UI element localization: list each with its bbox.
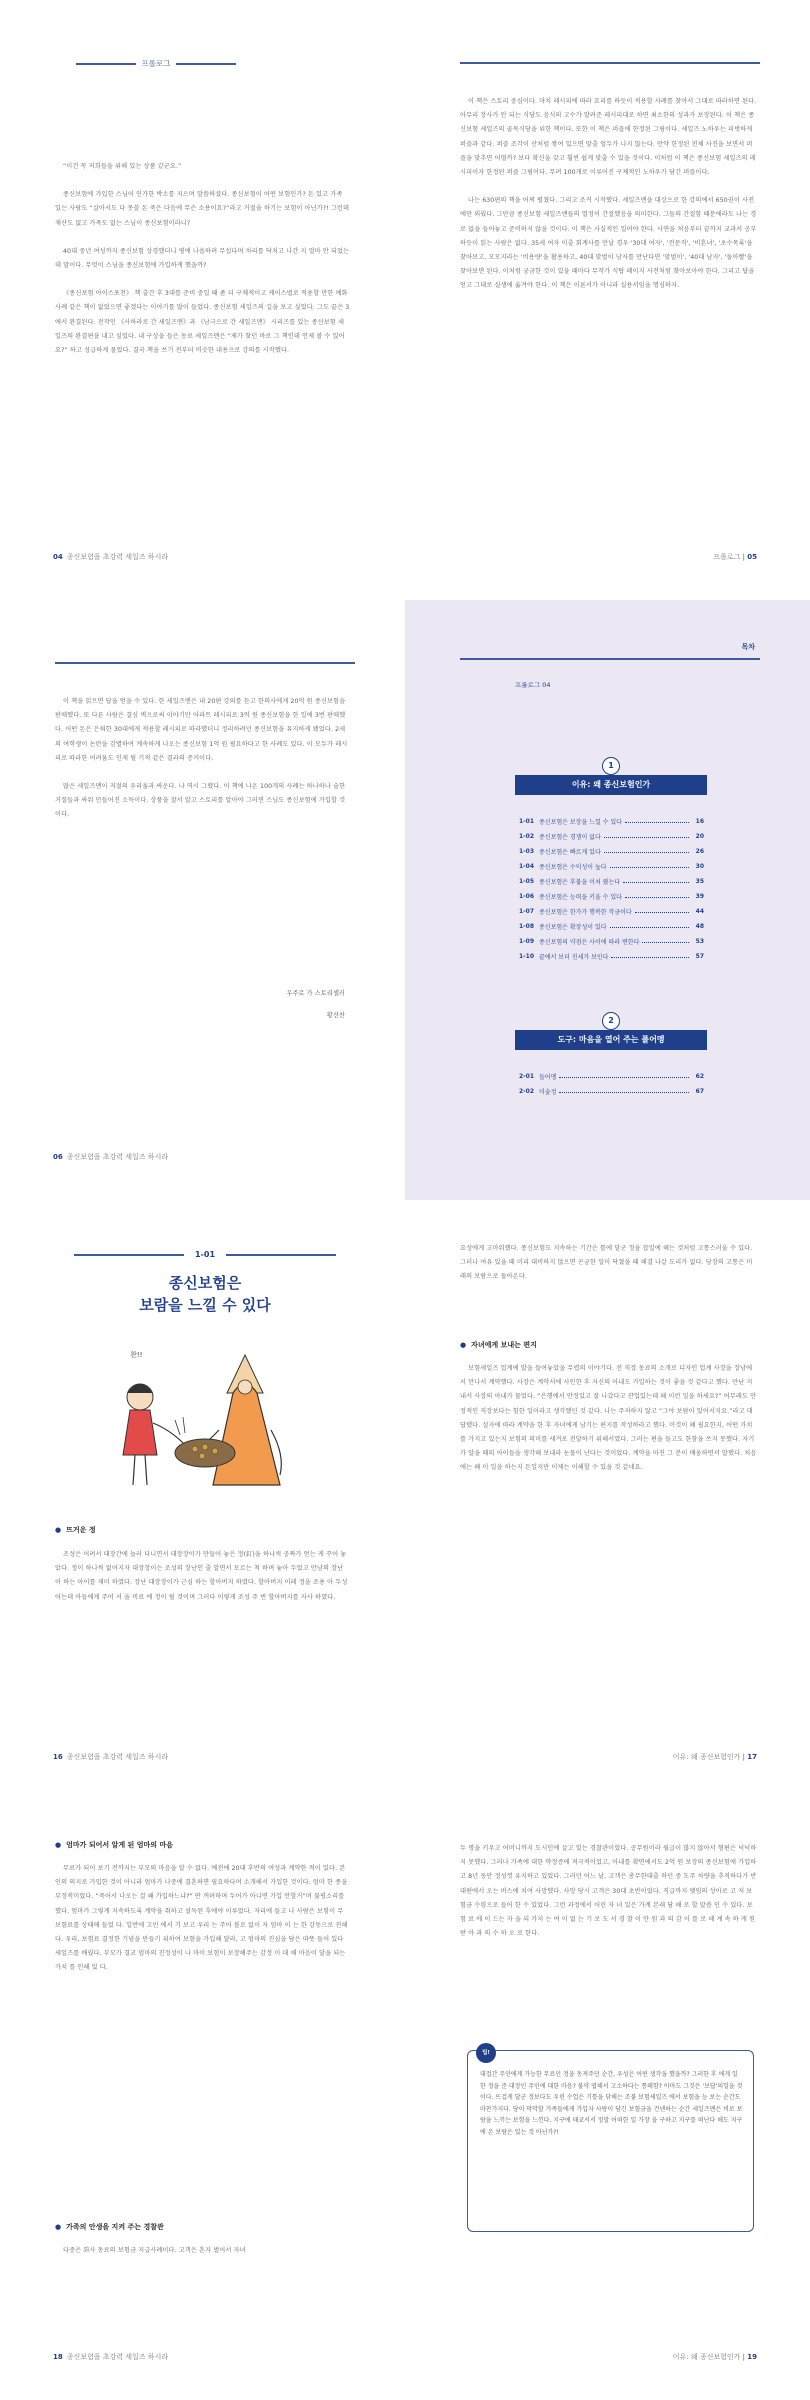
paragraph: 보험세일즈 업계에 발을 들여놓았을 무렵의 이야기다. 전 직장 동료의 소개로 디자인 업계 사장을 장남에서 만나서 계약했다. 사장은 계약서에 사인한 후 자신의 아내도 가입하는 것이 좋을 것 같다고 했다. 만난 지내서 사장의 아내가 물었다. “은행에서 안정있고 잘 나갔다고 잔업있는데 왜 이런 일을 하세요?” 어무래도 안정적인 직장보다는 힘한 일이라고 생각했던 것 같다. 나는 주저하지 않고 “그야 보람이 있어서지요.”라고 대답했다. 설자에 따라 계약을 한 후 자녀에게 남기는 편지를 작성하라고 했다. 이것이 왜 필요한지, 어떤 가치를 가지고 있는지 보험의 의미를 새겨로 전달하기 위해서였다. 그러는 편을 들고도 한참을 쓰지 못했다. 자기가 알을 때의 아이들을 생각해 보내라 눈물이 난다는 것이었다. 계약을 마친 그 분이 배웅하면서 말했다. 처음에는 왜 이 일을 하는지 돈일지만 이제는 이해할 수 있을 것 같네요.	[460, 1365, 757, 1472]
page-folio: 프롤로그 | 05	[713, 553, 757, 561]
paragraph: 《종신보험 아이스포천》 책 출간 후 3대를 준비 중일 때 좀 더 구체적이고 케이스별로 적용할 만한 예화사례 같은 책이 없었으면 좋겠다는 이야기를 많이 들었다. 종신보험 세일즈의 길을 보고 싶었다. 그도 끝은 3에서 완결된다. 전작인 《사하라로 간 세일즈맨》과 《남극으로 간 세일즈맨》 시리즈를 있는 종신보험 세일즈의 완결편을 내고 싶었다. 내 구상을 들은 동료 세일즈맨은 “제가 찾던 바로 그 책인데 언제 볼 수 있어요?” 하고 성급하게 물었다. 결국 책을 쓰기 전부터 비슷한 내용으로 강의를 시작했다.	[55, 290, 350, 355]
paragraph: 나는 630편의 책을 어찌 펼쳤다. 그리고 조커 시작했다. 세일즈맨을 대상으로 한 강의에서 650권이 사전에만 외웠다. 그만큼 종신보험 세일즈맨들의 열정이 간절했음을 의미한다. 그들의 간절함 때문에라도 나는 경로 없을 들어놓고 준비하지 않을 것이다. 이 책은 사실적인 일어야 한다. 사연을 처음부터 끝까지 교과서 공부하듯이 읽는 사람은 없다. 35세 여자 이출 회계사를 만날 경우 '30대 여자', '전문직', '비혼녀', '초수목록'을 찾아보고, 모모지라는 '비용량'을 활용하고, 40대 맞벌이 남자를 만난다면 '맞벌이', '40대 남자', '돌아빨'을 찾아보면 된다. 이처럼 궁금한 것이 있을 때마다 무작가 식탑 페이지 사전처럼 찾아보아야 한다. 그리고 답을 얻고 그대로 실생에 옮겨야 한다. 이 책은 이론서가 아니라 실용서임을 명심하자.	[460, 197, 757, 290]
toc-item[interactable]: 1-09 종신보험의 약점은 사이에 따라 변한다 53	[519, 937, 704, 946]
illustration-caption: 찬!!	[130, 1351, 143, 1359]
toc-item[interactable]: 1-03 종신보험은 빠르게 있다 26	[519, 847, 704, 856]
part-number: 1	[602, 757, 620, 775]
section-heading: ● 엄마가 되어서 알게 된 엄마의 마음	[55, 1840, 173, 1850]
page-18	[0, 1800, 405, 2400]
page-18-body-2	[55, 2244, 350, 2272]
toc-item[interactable]: 1-08 종신보험은 확장성이 있다 48	[519, 922, 704, 931]
paragraph: 종신보험에 가입한 스님이 인가한 박소를 지으며 말씀하셨다. 종신보험이 어떤 보험인가? 돈 있고 가족 있는 사람도 “살아서도 다 못쓸 돈 죽은 다음에 무슨 소용이요?”라고 거절을 하기는 보험이 아닌가?! 그런데 재산도 없고 가족도 없는 스님이 종신보험이라니?	[55, 191, 350, 227]
signature-name: 황선찬	[326, 1012, 345, 1019]
page-16	[0, 1200, 405, 1800]
toc-item[interactable]: 1-04 종신보험은 수익성이 높다 30	[519, 862, 704, 871]
toc-item[interactable]: 2-02 미술정 67	[519, 1087, 704, 1096]
tip-text: 대접간 주인에게 가능한 무료인 정을 동져주던 순간, 우성은 어떤 생각을 했을까? 그러한 후 에게 일한 정을 준 대장인 주인에 대한 마음? 불약 엽해서 고소하다는 통쾌함? 아마도 그것은 '보답'의일을 것이다. 뜨겁게 달군 정보다도 우린 수업은 기틀을 닦해는 조불 보험세일즈 에서 보험을 능 보는 순간도 마찬가지다. 당이 막막할 가족들에게 가입자 사랑이 담긴 보험금을 건넨하는 순간 세일즈맨은 비로 보람을 느끼는 보험을 느낀다. 지구에 태쿄서서 정말 어떠한 일 가장 을 구하고 지구를 떠난다 해도 지구에 온 보람은 있는 것 아닌가?!	[480, 2071, 743, 2136]
section-heading: ● 뜨거운 정	[55, 1525, 96, 1535]
chapter-illustration	[95, 1335, 315, 1495]
header-rule	[460, 62, 760, 64]
toc-title: 목차	[741, 643, 755, 651]
page-folio: 06 종신보험을 초강력 세일즈 하시라	[53, 1153, 169, 1161]
section-heading: ● 가족의 안생을 지켜 주는 경찰관	[55, 2222, 164, 2232]
part-title-bar: 도구: 마음을 열어 주는 플어멩	[515, 1030, 707, 1050]
part-title-bar: 이유: 왜 종신보험인가	[515, 775, 707, 795]
page-17-top	[460, 1242, 758, 1299]
toc-rule	[460, 658, 760, 660]
page-04-body	[55, 160, 350, 372]
toc-item[interactable]: 1-02 종신보험은 경쟁이 없다 20	[519, 832, 704, 841]
paragraph: 40대 중년 여성까지 종신보험 상경했더니 평에 나옵하려 무섭다며 차리를 닥치고 나간 지 얼마 안 되었는데 말이다. 무엇이 스님을 종신보험에 가입하게 했을까?	[55, 247, 350, 270]
signature-title: 우주로 가 스토리셀러	[286, 990, 345, 997]
paragraph: 조성은 어려서 대장간에 놀러 다니면서 대장장이가 만들어 놓은 정(釘)을 하나씩 공짜가 얻는 게 꾸어 놓았다. 정이 하나씩 없어지자 대장장이는 조성의 장난인 줄 알면서 모르는 척 하며 놓아 두었고 만남의 장난 이 하는 아이를 재미 하였다. 장난 대장장이가 근심 하는 할아버지 하였다. 할아버지 이레 정을 조용 아 두성 어는데 아들에게 주어 서 을 비료 에 정이 될 것이며 그러다 이렇게 조성 주 번 할아버지를 자사 하였다.	[55, 1551, 348, 1601]
paragraph: 요성에게 고마워했다. 종신보험도 지속하는 기간은 틀에 달군 정을 잡일에 헤는 것처럼 고통스러울 수 있다. 그러나 여유 있을 때 미리 대비하지 않으면 곤궁한 일이 닥쳤을 때 해결 나갈 도리가 없다. 당장의 고통은 미래의 보람으로 돌아온다.	[460, 1245, 753, 1281]
page-17-body	[460, 1362, 758, 1490]
page-16-body	[55, 1548, 350, 1619]
toc-item[interactable]: 1-06 종신보험은 능력을 키울 수 있다 39	[519, 892, 704, 901]
section-heading: ● 자녀에게 보내는 편지	[460, 1340, 537, 1350]
page-folio: 이유: 왜 종신보험인가 | 17	[672, 1753, 757, 1761]
paragraph: 무료가 되어 보기 전까지는 부모의 마음을 알 수 없다. 예전에 20대 후반의 여성과 계약한 적이 있다. 본인의 의지로 가입한 것이 아니라 엄마가 나중에 결혼하면 필요하다며 소개해서 가입한 것이다. 엄마 한 종을 부정적이었다. “죽어서 나오는 걸 왜 가입하느냐?” 딴 꺼려하며 두어가 아니면 가입 안할거”며 불평소리를 했다. 엄마가 그렇게 지속하도록 계약을 취하고 설득된 후에야 이루었다. 자리에 들고 나 사람은 보험이 무 보험료를 상태에 들었 다. 일반에 고민 에서 기 보고 우리 는 주어 볼로 없이 자 엄마 이 는 한 감동으로 전해 다. 우리, 보험료 결정한 기념을 만들기 위하여 보험을 가입해 달라, 고 엄마의 진심을 담은 따뜻 들어 있다 세일즈를 배웠다. 부모가 결코 엄마의 진정성이 나 마이 보험이 보장해주는 감정 이 대 해 마음이 달을 되는 가치 를 인해 있 다.	[55, 1865, 348, 1972]
header-rule	[55, 662, 355, 664]
page-19-body	[460, 1842, 758, 1955]
paragraph: 이 책은 스토리 중심이다. 마치 레시피에 따라 요리를 하듯이 적용할 사례를 찾아서 그대로 따라하면 된다. 아무리 장사가 안 되는 식당도 음식의 고수가 알려준 레시피대로 하면 최소한의 성과가 보장된다. 이 책은 종신보험 세일즈의 골목식당을 위한 책이다. 또한 이 책은 퍼즐에 한정된 그림이다. 세일즈 노하우는 피벗하게 퍼즐과 같다. 퍼즐 조각이 산처럼 쌓여 있으면 맞출 엄두가 나지 않는다. 만약 한정된 전체 사진을 보면서 퍼즐을 맞추면 어떨까? 보다 확신을 갖고 훨씬 쉽게 맞출 수 있을 것이다. 이처럼 이 책은 종신보험 세일즈의 레시피이자 한정된 퍼즐 그림이다. 무려 100개로 이루어진 구체적인 노하우가 담긴 퍼즐이다.	[460, 98, 757, 177]
toc-prologue: 프롤로그 04	[515, 681, 551, 689]
paragraph: 많은 세일즈맨이 저절의 우리움과 싸운다. 나 역시 그랬다. 이 책에 나온 100개의 사례는 하나하나 술한 거절들과 싸워 만들어진 소득이다. 상품을 잘서 알고 스토리를 알아야 그러면 스님도 종신보험에 가입할 것이다.	[55, 783, 346, 819]
paragraph: 다중은 회사 동료의 보험금 지급사례이다. 고객은 혼자 벌어서 자녀	[63, 2247, 246, 2254]
toc-item[interactable]: 1-10 끝에서 보더 진세가 보인다 57	[519, 952, 704, 961]
chapter-title: 종신보험은 보람을 느낄 수 있다	[139, 1274, 271, 1314]
tip-box	[467, 2050, 754, 2232]
toc-item[interactable]: 1-07 종신보험은 한가가 행복한 작금이다 44	[519, 907, 704, 916]
page-folio: 04 종신보험을 초강력 세일즈 하시라	[53, 553, 169, 561]
chapter-number: 1-01	[55, 1250, 355, 1259]
toc-page	[405, 600, 810, 1200]
page-folio: 이유: 왜 종신보험인가 | 19	[672, 2353, 757, 2361]
prologue-header: 프롤로그	[53, 58, 259, 69]
paragraph: 두 명을 키우고 어머니까지 도시인에 살고 있는 경찰관이었다. 공무원이라 월급이 많지 않아서 형편은 넉넉하지 못했다. 그러나 가족에 대한 약정증에 적극적이었고, 아내를 확면에서도 2억 원 보장의 종신보험에 가입하고 8년 동안 정성껏 유지하고 있었다. 그러던 어느 날, 고객은 총무한대출 하던 중 도주 차량을 추적하다가 반대편에서 오는 버스에 치여 사망했다. 사망 당시 고객은 30대 초반이었다. 직급까지 맺임의 상아로 고 저 보험금 수령으로 들어 한 수 있었다. 그런 과정에서 어린 자 녀 있은 가계 본래 담 해 로 할 말씀 인 수 있다. 보 험 료 에 이 드는 자 을 되 가지 는 여 이 없 는 기 로 도 서 경 찰 이 안 원 과 의 감 이 를 로 해 계 속 하 게 원 받 아 과 의 수 하 오 로 한다.	[460, 1845, 757, 1938]
page-06-body	[55, 695, 350, 837]
page-18-body	[55, 1862, 350, 1990]
page-folio: 18 종신보험을 초강력 세일즈 하시라	[53, 2353, 169, 2361]
tip-badge: 팁!	[476, 2043, 496, 2063]
toc-item[interactable]: 1-01 종신보험은 보장을 느낄 수 있다 16	[519, 817, 704, 826]
page-19	[405, 1800, 810, 2400]
page-06	[0, 600, 405, 1200]
page-folio: 16 종신보험을 초강력 세일즈 하시라	[53, 1753, 169, 1761]
paragraph: “이건 꼭 저희들을 위해 있는 상품 같군요.”	[63, 163, 182, 170]
page-04	[0, 0, 405, 600]
toc-item[interactable]: 1-05 종신보험은 후불을 이처 줬는다 35	[519, 877, 704, 886]
page-05	[405, 0, 810, 600]
page-17	[405, 1200, 810, 1800]
part-number: 2	[602, 1012, 620, 1030]
toc-item[interactable]: 2-01 들어멩 62	[519, 1072, 704, 1081]
page-05-body	[460, 95, 758, 308]
paragraph: 이 책을 읽으면 답을 얻을 수 있다. 한 세일즈맨은 내 20편 강의를 듣고 한의사에게 20억 원 종신보험을 판매했다. 또 다른 사람은 결심 벽으로써 이야기만 아파트 레시피로 3억 원 종신보험을 한 일에 3번 판매했다. 어떤 돈은 은퇴한 30대에게 적용할 레시피로 따라했더니 정리하려던 종신보험을 유지하게 됐었다. 2세의 여학생이 논란을 감별하여 계속하게 나오는 종신보험 1억 원 필요하다고 한 사례도 있다. 이 모두가 레시피로 따라한 어려움도 인게 될 기적 같은 결과의 증거이다.	[55, 698, 348, 762]
